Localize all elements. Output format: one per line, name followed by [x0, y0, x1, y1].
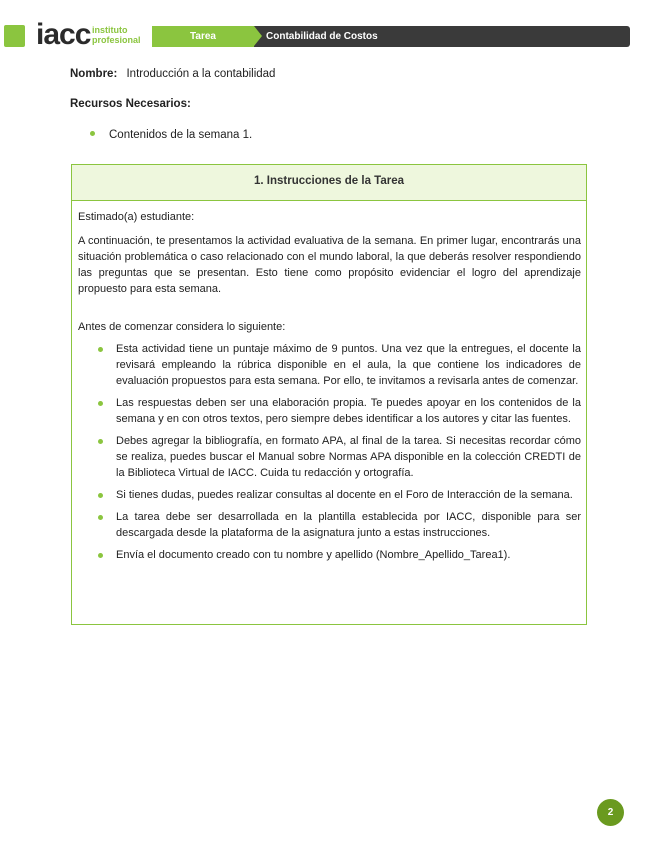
bullet-icon	[98, 493, 103, 498]
list-item	[78, 487, 581, 503]
logo-subtitle: instituto profesional	[92, 25, 141, 45]
bullet-icon	[98, 553, 103, 558]
list-item	[78, 509, 581, 541]
list-item	[78, 395, 581, 427]
nombre-label: Nombre:	[70, 68, 118, 80]
instructions-body	[72, 201, 586, 563]
recursos-heading: Recursos Necesarios:	[70, 98, 191, 110]
instructions-list	[78, 341, 581, 563]
header-accent-block	[4, 25, 25, 47]
nombre-value: Introducción a la contabilidad	[126, 68, 276, 80]
intro-paragraph: A continuación, te presentamos la actividad evaluativa de la semana. En primer lugar, encontrarás una situación problemática o caso relacionado con el mundo laboral, la que deberás resolver respondiendo las preguntas que se presentan. Esto tiene como propósito evidenciar el logro del aprendizaje propuesto para esta semana.	[78, 235, 581, 295]
greeting: Estimado(a) estudiante:	[78, 211, 195, 223]
bullet-icon	[90, 131, 95, 136]
page-number: 2	[597, 799, 624, 826]
page-header	[0, 18, 655, 51]
list-item	[78, 547, 581, 563]
recurso-text: Contenidos de la semana 1.	[109, 129, 253, 141]
item-text: Debes agregar la bibliografía, en formato APA, al final de la tarea. Si necesitas recordar cómo se realiza, puedes buscar el Manual sobre Normas APA disponible en la colección CREDTI de la Biblioteca Virtual de IACC. Cuida tu redacción y ortografía.	[116, 435, 581, 479]
course-title: Contabilidad de Costos	[266, 31, 378, 42]
bullet-icon	[98, 439, 103, 444]
item-text: Esta actividad tiene un puntaje máximo de 9 puntos. Una vez que la entregues, el docente la revisará empleando la rúbrica disponible en el aula, la que contiene los indicadores de evaluación propuestos para esta semana. Por ello, te invitamos a revisarla antes de comenzar.	[116, 343, 581, 387]
before-heading: Antes de comenzar considera lo siguiente:	[78, 321, 286, 333]
nombre-line	[70, 66, 275, 82]
list-item	[78, 341, 581, 389]
item-text: Envía el documento creado con tu nombre y apellido (Nombre_Apellido_Tarea1).	[116, 549, 511, 561]
tab-tarea: Tarea	[152, 26, 254, 47]
bullet-icon	[98, 347, 103, 352]
instructions-title: 1. Instrucciones de la Tarea	[72, 165, 586, 201]
arrow-icon	[254, 26, 262, 46]
item-text: Las respuestas deben ser una elaboración propia. Te puedes apoyar en los contenidos de la semana y en con otros textos, pero siempre debes identificar a los autores y citar las fuentes.	[116, 397, 581, 425]
list-item	[90, 127, 252, 143]
list-item	[78, 433, 581, 481]
item-text: Si tienes dudas, puedes realizar consultas al docente en el Foro de Interacción de la semana.	[116, 489, 573, 501]
bullet-icon	[98, 401, 103, 406]
bullet-icon	[98, 515, 103, 520]
item-text: La tarea debe ser desarrollada en la plantilla establecida por IACC, disponible para ser descargada desde la plataforma de la asignatura junto a estas instrucciones.	[116, 511, 581, 539]
course-bar	[254, 26, 630, 47]
instructions-box	[71, 164, 587, 625]
logo-mark: iacc	[36, 18, 91, 51]
